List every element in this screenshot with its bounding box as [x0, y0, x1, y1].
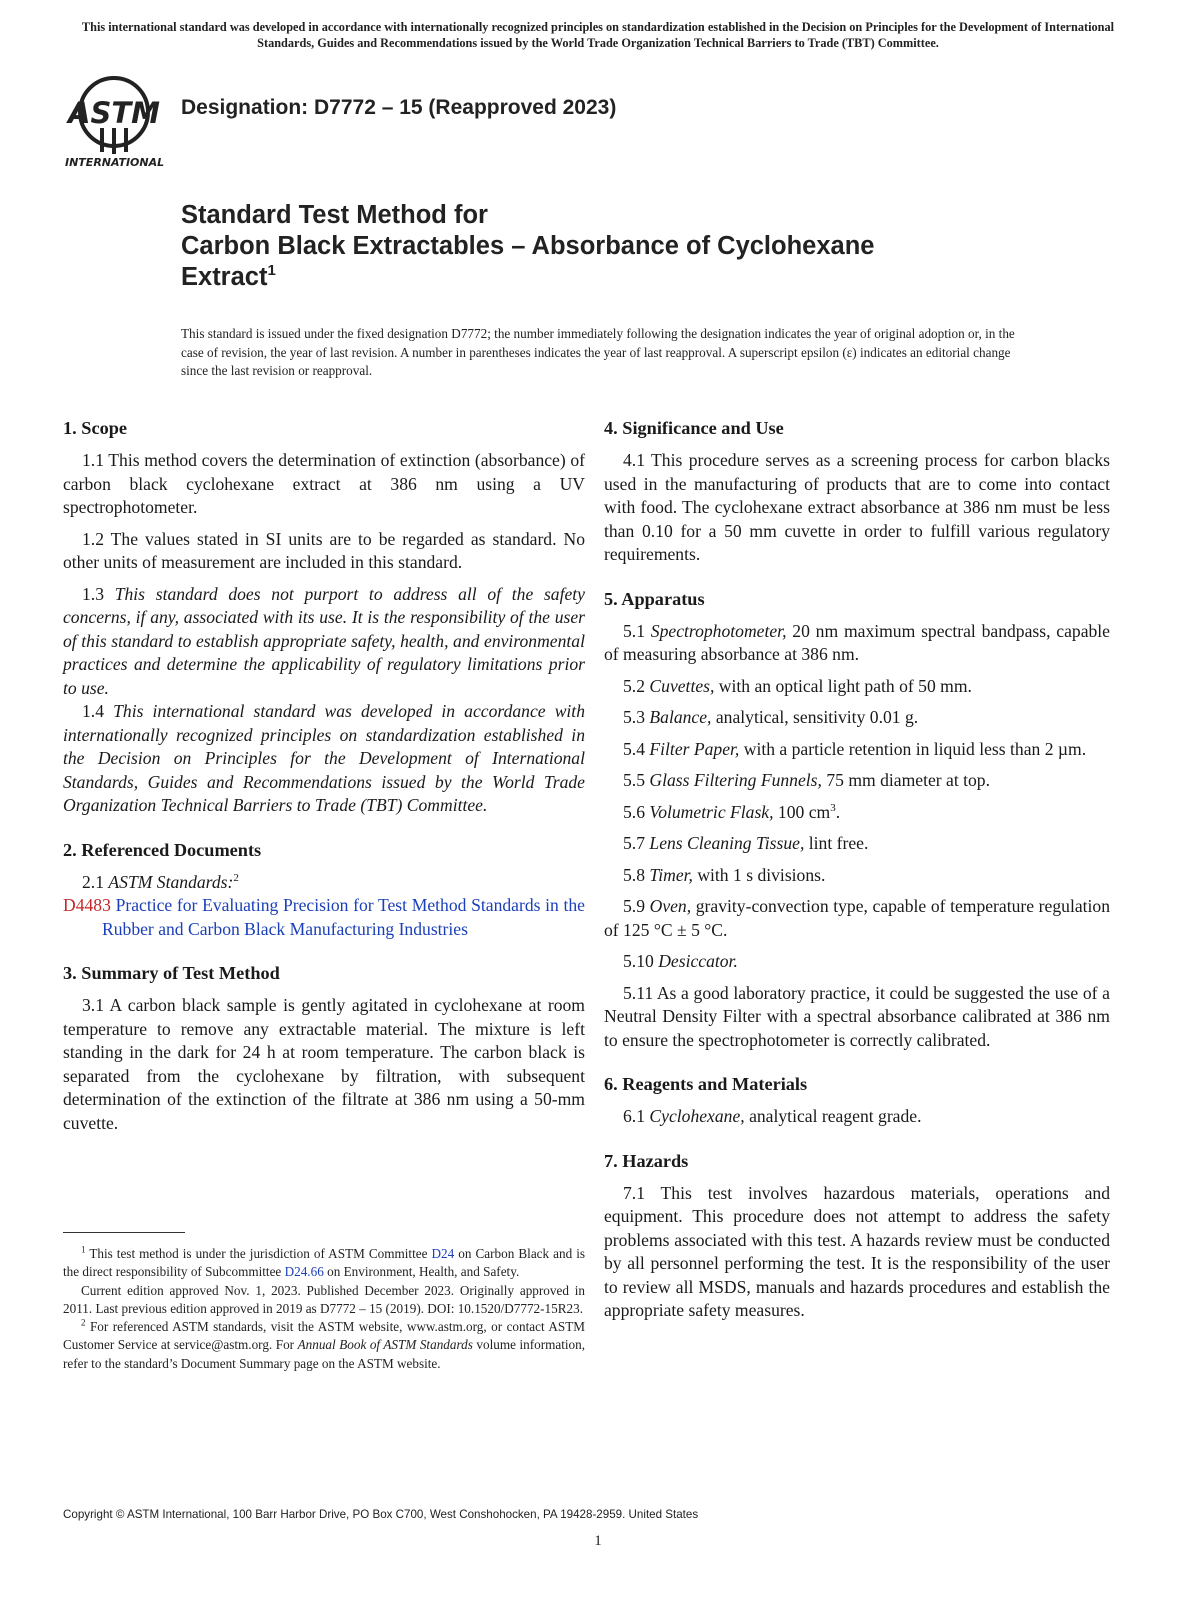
designation: Designation: D7772 – 15 (Reapproved 2023) — [181, 96, 617, 119]
section-2-heading: 2. Referenced Documents — [63, 839, 262, 860]
para-1-2: 1.2 The values stated in SI units are to be regarded as standard. No other units of measurement are included in this standard. — [63, 528, 585, 572]
para-5-6: 5.6 Volumetric Flask, 100 $cm^3$. — [623, 801, 841, 822]
para-1-1: 1.1 This method covers the determination of extinction (absorbance) of carbon black cyclohexane extract at 386 nm using a UV spectrophotometer. — [63, 450, 585, 517]
document-title — [181, 200, 1101, 293]
logo-letters: ASTM — [68, 96, 160, 130]
footnote-1: $^1$ This test method is under the jurisdiction of ASTM Committee D24 on Carbon Black and is the direct responsibility of Subcommittee D24.66 on Environment, Health, and Safety. — [63, 1244, 586, 1280]
section-7-heading: 7. Hazards — [604, 1150, 689, 1171]
right-column — [604, 418, 1110, 1323]
para-5-10: 5.10 Desiccator. — [623, 951, 738, 971]
astm-logo — [62, 76, 172, 168]
wto-notice: This international standard was developed in accordance with internationally recognized principles on standardization established in the Decision on Principles for the Development of International Standards, Guides and Recommendations issued by the World Trade Organization Technical Barriers to Trade (TBT) Committee. — [81, 20, 1115, 50]
para-5-8: 5.8 Timer, with 1 s divisions. — [623, 864, 826, 885]
reference-d4483[interactable] — [63, 894, 585, 941]
footnote-rule — [63, 1232, 185, 1233]
para-5-1: 5.1 Spectrophotometer, 20 nm maximum spectral bandpass, capable of measuring absorbance at 386 nm. — [604, 620, 1110, 664]
para-6-1: 6.1 Cyclohexane, analytical reagent grade. — [623, 1106, 922, 1126]
section-3-heading: 3. Summary of Test Method — [63, 963, 280, 983]
para-5-11: 5.11 As a good laboratory practice, it could be suggested the use of a Neutral Density Filter with a spectral absorbance calibrated at 386 nm to ensure the spectrophotometer is correctly calibrated. — [604, 982, 1110, 1050]
footnotes — [63, 1245, 585, 1373]
para-3-1: 3.1 A carbon black sample is gently agitated in cyclohexane at room temperature to remove any extractable material. The mixture is left standing in the dark for 24 h at room temperature. The carbon black is separated from the cyclohexane by filtration, with subsequent determination of the extinction of the filtrate at 386 nm using a 50-mm cuvette. — [63, 995, 585, 1133]
left-column — [63, 418, 585, 1135]
para-5-5: 5.5 Glass Filtering Funnels, 75 mm diameter at top. — [623, 770, 991, 790]
section-1-heading: 1. Scope — [63, 418, 127, 438]
footnote-2: $^2$ For referenced ASTM standards, visit the ASTM website, www.astm.org, or contact ASTM Customer Service at service@astm.org. For Annual Book of ASTM Standards volume information, refer to the standard’s Document Summary page on the ASTM website. — [63, 1317, 586, 1371]
para-5-9: 5.9 Oven, gravity-convection type, capable of temperature regulation of 125 °C ± 5 °C. — [604, 896, 1111, 940]
issuance-note: This standard is issued under the fixed designation D7772; the number immediately following the designation indicates the year of original adoption or, in the case of revision, the year of last revision. A number in parentheses indicates the year of last reapproval. A superscript epsilon (ε) indicates an editorial change since the last revision or reapproval. — [181, 326, 1015, 378]
title-footnote-mark: 1 — [267, 262, 276, 279]
page-number: 1 — [594, 1533, 602, 1549]
para-5-2: 5.2 Cuvettes, with an optical light path of 50 mm. — [623, 675, 972, 696]
para-5-7: 5.7 Lens Cleaning Tissue, lint free. — [623, 833, 869, 853]
title-line-1: Standard Test Method for — [181, 201, 488, 229]
reference-code[interactable]: D4483 — [63, 895, 111, 915]
para-4-1: 4.1 This procedure serves as a screening process for carbon blacks used in the manufacturing of products that are to come into contact with food. The cyclohexane extract absorbance at 386 nm must be less than 0.10 for a 50 mm cuvette in order to fulfill various regulatory requirements. — [604, 450, 1110, 564]
para-1-3: 1.3 This standard does not purport to address all of the safety concerns, if any, associated with its use. It is the responsibility of the user of this standard to establish appropriate safety, health, and environmental practices and determine the applicability of regulatory limitations prior to use. — [63, 583, 585, 698]
d24-66-link[interactable]: D24.66 — [284, 1264, 324, 1280]
reference-title-link[interactable]: Practice for Evaluating Precision for Test Method Standards in the Rubber and Carbon Black Manufacturing Industries — [102, 895, 585, 939]
logo-international: INTERNATIONAL — [65, 156, 165, 168]
para-2-1: 2.1 ASTM Standards:$^2$ — [82, 871, 239, 892]
copyright-line: Copyright © ASTM International, 100 Barr Harbor Drive, PO Box C700, West Conshohocken, PA 19428-2959. United States — [63, 1508, 699, 1521]
para-1-4: 1.4 This international standard was developed in accordance with internationally recognized principles on standardization established in the Decision on Principles for the Development of International Standards, Guides and Recommendations issued by the World Trade Organization Technical Barriers to Trade (TBT) Committee. — [63, 701, 585, 815]
para-5-3: 5.3 Balance, analytical, sensitivity 0.01 g. — [623, 707, 919, 727]
para-5-4: 5.4 Filter Paper, with a particle retention in liquid less than 2 µm. — [623, 738, 1087, 759]
footnote-1-edition: Current edition approved Nov. 1, 2023. Published December 2023. Originally approved in 2011. Last previous edition approved in 2019 as D7772 – 15 (2019). DOI: 10.1520/D7772-15R23. — [63, 1282, 585, 1316]
title-line-2: Carbon Black Extractables – Absorbance of Cyclohexane — [181, 232, 875, 260]
para-7-1: 7.1 This test involves hazardous materials, operations and equipment. This procedure does not attempt to address the safety problems associated with this test. A hazards review must be conducted by all personnel performing the test. It is the responsibility of the user to review all MSDS, manuals and hazards procedures and establish the appropriate safety measures. — [604, 1182, 1110, 1320]
section-4-heading: 4. Significance and Use — [604, 418, 784, 438]
title-line-3: Extract — [181, 263, 268, 291]
section-6-heading: 6. Reagents and Materials — [604, 1074, 808, 1094]
d24-link[interactable]: D24 — [431, 1246, 455, 1261]
section-5-heading: 5. Apparatus — [604, 588, 705, 609]
